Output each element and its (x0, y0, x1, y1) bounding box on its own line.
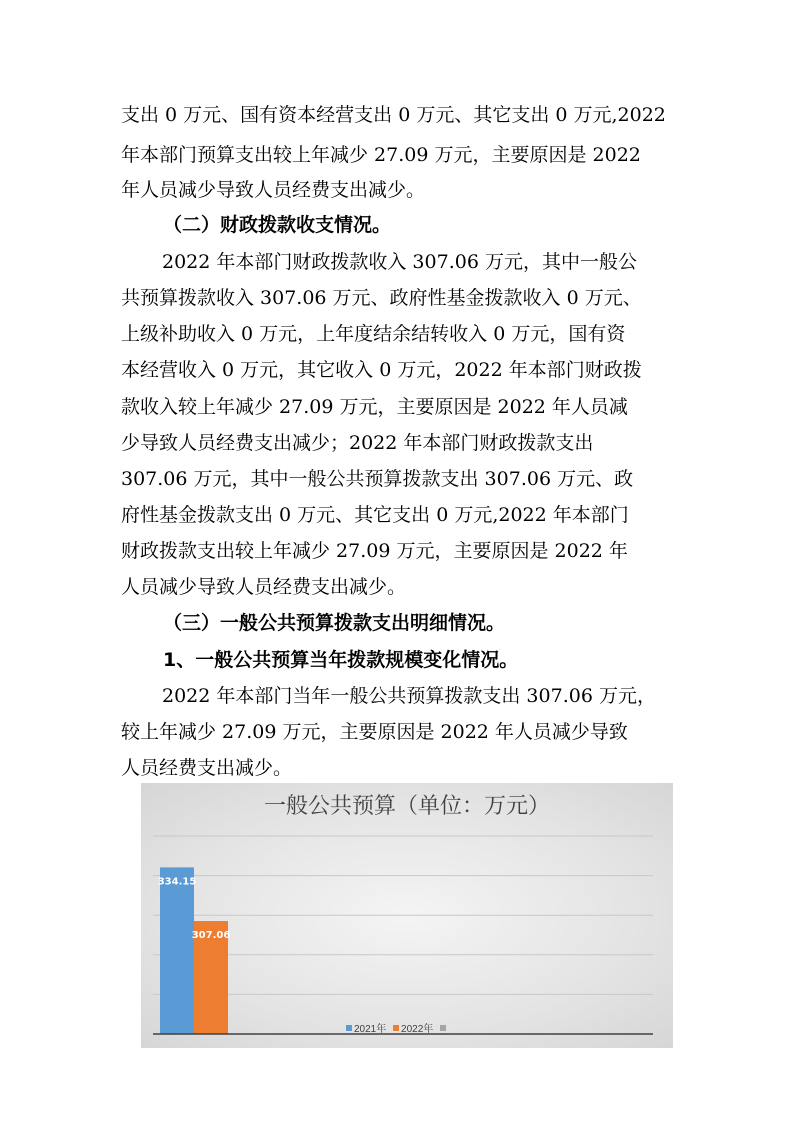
paragraph-line: 少导致人员经费支出减少；2022 年本部门财政拨款支出 (121, 432, 594, 454)
paragraph-line: 年本部门预算支出较上年减少 27.09 万元，主要原因是 2022 (121, 144, 641, 166)
legend-label: 2021年 (354, 1024, 387, 1035)
paragraph-line: 支出 0 万元、国有资本经营支出 0 万元、其它支出 0 万元,2022 (121, 104, 666, 126)
legend-item (346, 1024, 386, 1035)
paragraph-line: 本经营收入 0 万元，其它收入 0 万元，2022 年本部门财政拨 (121, 359, 642, 381)
bar-1 (160, 867, 194, 1034)
chart-plot (141, 783, 673, 1048)
paragraph-line: 2022 年本部门财政拨款收入 307.06 万元，其中一般公 (162, 251, 637, 273)
paragraph-line: 较上年减少 27.09 万元，主要原因是 2022 年人员减少导致 (121, 721, 628, 743)
legend-item (393, 1024, 433, 1035)
legend-swatch (440, 1025, 446, 1031)
paragraph-line: 府性基金拨款支出 0 万元、其它支出 0 万元,2022 年本部门 (121, 504, 629, 526)
legend-label: 2022年 (401, 1024, 434, 1035)
paragraph-line: 上级补助收入 0 万元，上年度结余结转收入 0 万元，国有资 (121, 323, 626, 345)
subsection-heading: 1、一般公共预算当年拨款规模变化情况。 (163, 649, 519, 671)
paragraph-line: 人员减少导致人员经费支出减少。 (121, 576, 407, 598)
section-heading: （三）一般公共预算拨款支出明细情况。 (163, 612, 506, 634)
legend-swatch (346, 1025, 352, 1031)
bar-data-label: 334.15 (157, 876, 197, 888)
paragraph-line: 307.06 万元，其中一般公共预算拨款支出 307.06 万元、政 (121, 468, 634, 490)
bar-data-label: 307.06 (191, 930, 231, 942)
paragraph-line: 2022 年本部门当年一般公共预算拨款支出 307.06 万元， (162, 685, 656, 707)
legend-swatch (393, 1025, 399, 1031)
legend-item (440, 1024, 448, 1035)
paragraph-line: 财政拨款支出较上年减少 27.09 万元，主要原因是 2022 年 (121, 540, 628, 562)
section-heading: （二）财政拨款收支情况。 (163, 214, 392, 236)
paragraph-line: 共预算拨款收入 307.06 万元、政府性基金拨款收入 0 万元、 (121, 287, 642, 309)
chart-title: 一般公共预算（单位：万元） (263, 794, 550, 819)
paragraph-line: 年人员减少导致人员经费支出减少。 (121, 179, 426, 201)
paragraph-line: 人员经费支出减少。 (121, 757, 293, 779)
budget-chart (141, 783, 673, 1048)
paragraph-line: 款收入较上年减少 27.09 万元，主要原因是 2022 年人员减 (121, 396, 628, 418)
chart-legend (346, 1020, 452, 1035)
